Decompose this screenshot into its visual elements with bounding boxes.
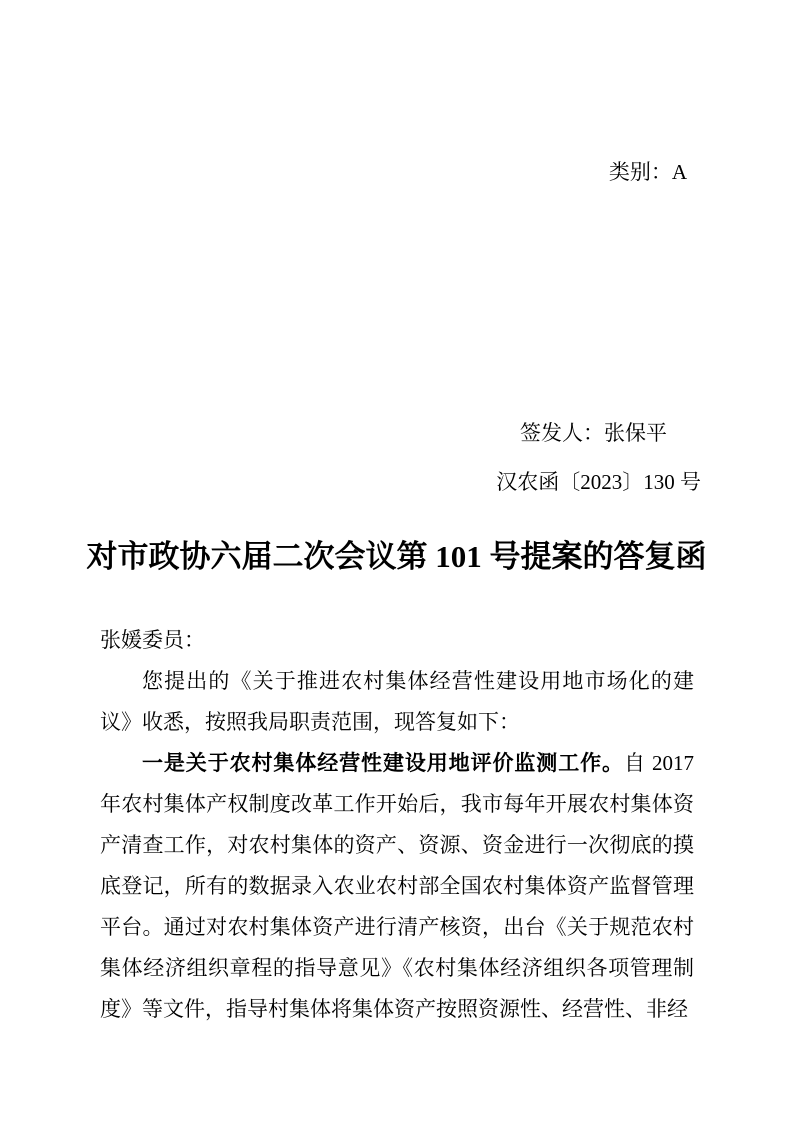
category-label: 类别：A [608, 160, 687, 184]
issuer-label: 签发人：张保平 [520, 421, 667, 445]
document-body [100, 620, 694, 1030]
doc-number: 汉农函〔2023〕130 号 [496, 470, 701, 494]
document-title: 对市政协六届二次会议第 101 号提案的答复函 [86, 539, 707, 574]
paragraph-point-one [100, 743, 694, 1030]
paragraph-opening: 您提出的《关于推进农村集体经营性建设用地市场化的建议》收悉，按照我局职责范围，现答复如下： [100, 669, 694, 734]
salutation: 张媛委员： [100, 628, 205, 652]
paragraph-point-one-heading: 一是关于农村集体经营性建设用地评价监测工作。 [142, 751, 624, 775]
paragraph-point-one-text: 自 2017 年农村集体产权制度改革工作开始后，我市每年开展农村集体资产清查工作，对农村集体的资产、资源、资金进行一次彻底的摸底登记，所有的数据录入农业农村部全国农村集体资产监督管理平台。通过对农村集体资产进行清产核资，出台《关于规范农村集体经济组织章程的指导意见》《农村集体经济组织各项管理制度》等文件，指导村集体将集体资产按照资源性、经营性、非经 [100, 751, 694, 1021]
